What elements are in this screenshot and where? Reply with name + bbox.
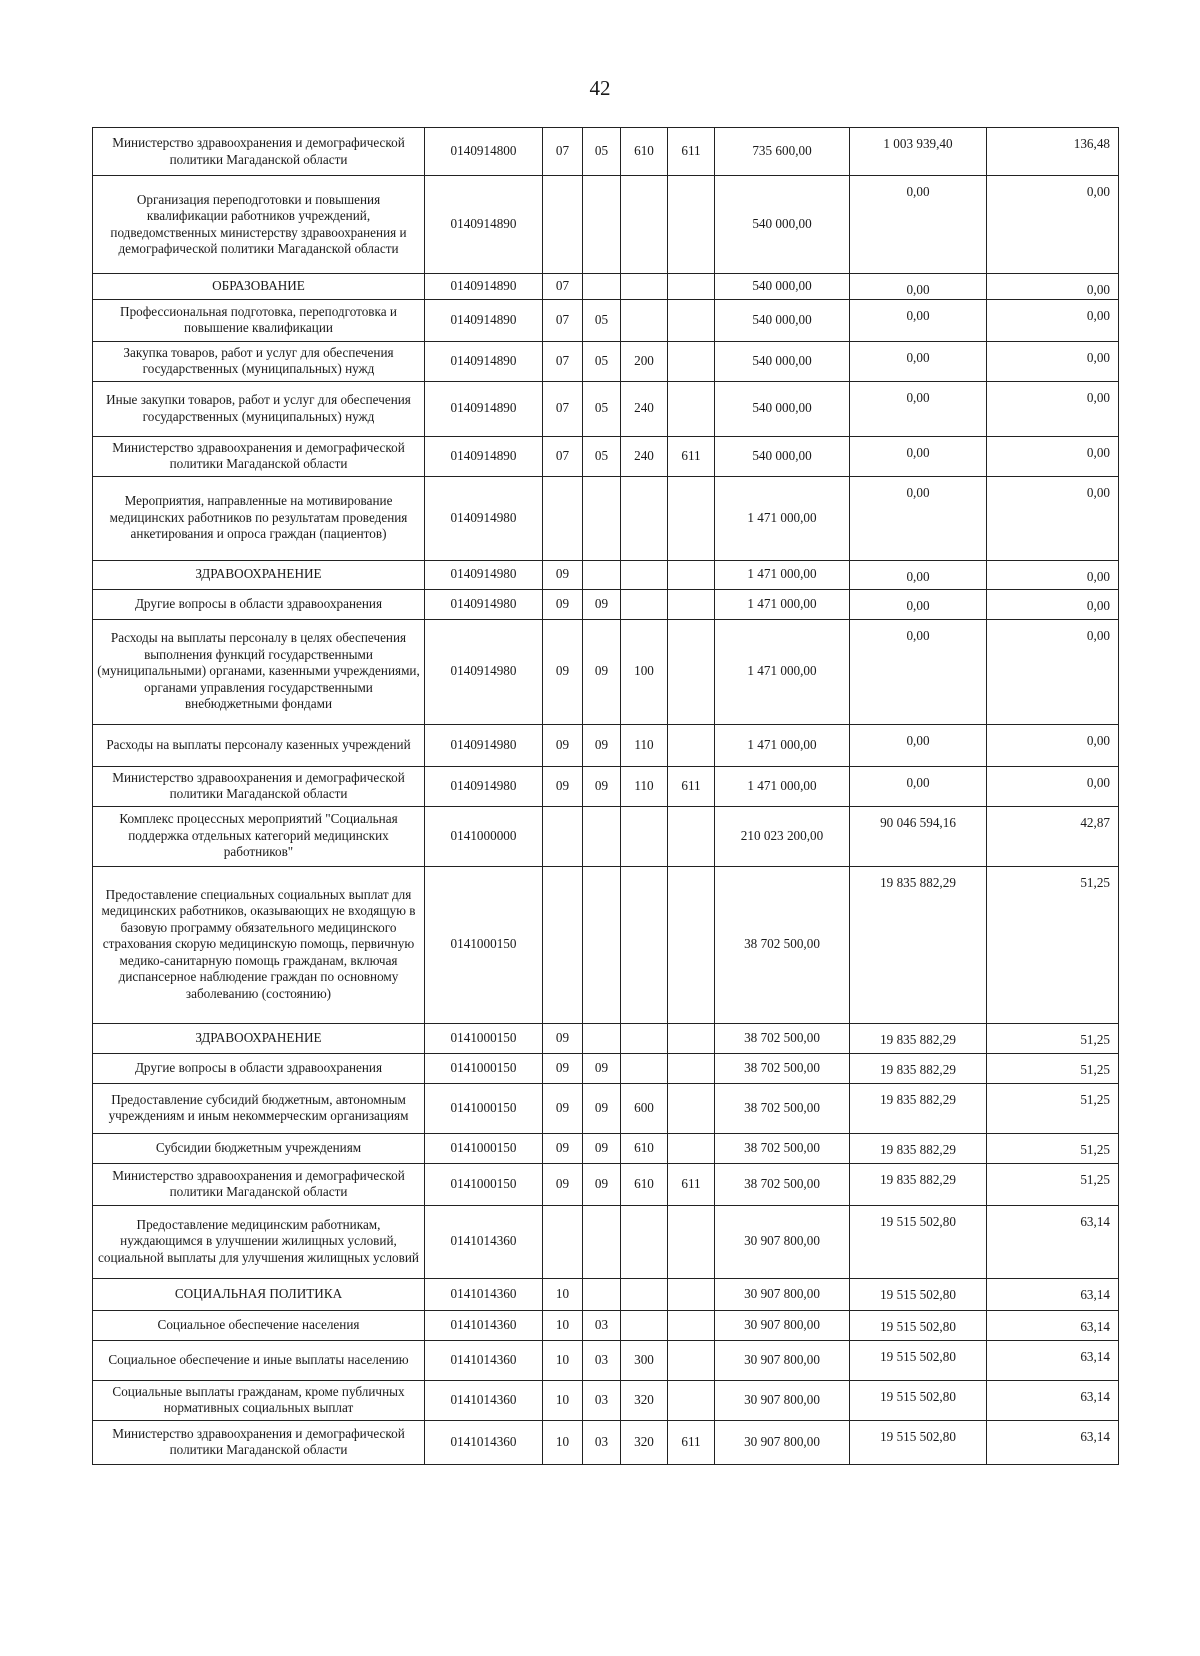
administrator-code [668, 381, 715, 436]
row-name: Социальные выплаты гражданам, кроме публичных нормативных социальных выплат [93, 1380, 425, 1420]
administrator-code [668, 1278, 715, 1310]
subsection-code [583, 866, 621, 1023]
execution-percent: 136,48 [987, 128, 1119, 176]
administrator-code [668, 589, 715, 619]
expense-type-code [621, 1023, 668, 1053]
expense-type-code [621, 560, 668, 589]
target-article-code: 0141014360 [425, 1340, 543, 1380]
executed-amount: 0,00 [850, 476, 987, 560]
section-code [543, 1205, 583, 1278]
section-code: 07 [543, 128, 583, 176]
section-code [543, 866, 583, 1023]
table-row [93, 128, 1119, 176]
administrator-code [668, 619, 715, 724]
section-code: 10 [543, 1278, 583, 1310]
administrator-code [668, 476, 715, 560]
execution-percent: 63,14 [987, 1278, 1119, 1310]
section-code: 09 [543, 1163, 583, 1205]
planned-amount: 1 471 000,00 [715, 619, 850, 724]
execution-percent: 42,87 [987, 806, 1119, 866]
execution-percent: 51,25 [987, 1163, 1119, 1205]
planned-amount: 1 471 000,00 [715, 766, 850, 806]
executed-amount: 19 515 502,80 [850, 1420, 987, 1464]
table-row [93, 724, 1119, 766]
subsection-code: 09 [583, 1083, 621, 1133]
administrator-code: 611 [668, 436, 715, 476]
table-body [93, 128, 1119, 1465]
subsection-code [583, 1023, 621, 1053]
table-row [93, 866, 1119, 1023]
executed-amount: 0,00 [850, 589, 987, 619]
table-row [93, 176, 1119, 274]
row-name: СОЦИАЛЬНАЯ ПОЛИТИКА [93, 1278, 425, 1310]
row-name: Комплекс процессных мероприятий "Социальная поддержка отдельных категорий медицинских работников" [93, 806, 425, 866]
row-name: Социальное обеспечение населения [93, 1310, 425, 1340]
planned-amount: 30 907 800,00 [715, 1205, 850, 1278]
section-code: 10 [543, 1420, 583, 1464]
target-article-code: 0141000150 [425, 1133, 543, 1163]
planned-amount: 30 907 800,00 [715, 1278, 850, 1310]
administrator-code [668, 1380, 715, 1420]
administrator-code [668, 1133, 715, 1163]
table-row [93, 436, 1119, 476]
executed-amount: 19 835 882,29 [850, 1133, 987, 1163]
administrator-code: 611 [668, 1420, 715, 1464]
target-article-code: 0141014360 [425, 1278, 543, 1310]
execution-percent: 51,25 [987, 1023, 1119, 1053]
execution-percent: 0,00 [987, 299, 1119, 341]
table-row [93, 381, 1119, 436]
executed-amount: 0,00 [850, 381, 987, 436]
planned-amount: 1 471 000,00 [715, 476, 850, 560]
administrator-code [668, 560, 715, 589]
target-article-code: 0140914980 [425, 724, 543, 766]
target-article-code: 0140914890 [425, 341, 543, 381]
administrator-code [668, 274, 715, 300]
target-article-code: 0140914890 [425, 299, 543, 341]
subsection-code [583, 274, 621, 300]
administrator-code [668, 866, 715, 1023]
planned-amount: 1 471 000,00 [715, 560, 850, 589]
planned-amount: 540 000,00 [715, 436, 850, 476]
execution-percent: 0,00 [987, 766, 1119, 806]
executed-amount: 0,00 [850, 299, 987, 341]
target-article-code: 0141000150 [425, 1023, 543, 1053]
administrator-code: 611 [668, 766, 715, 806]
planned-amount: 30 907 800,00 [715, 1340, 850, 1380]
execution-percent: 63,14 [987, 1380, 1119, 1420]
page-number: 42 [589, 76, 611, 100]
planned-amount: 38 702 500,00 [715, 1133, 850, 1163]
execution-percent: 51,25 [987, 1053, 1119, 1083]
target-article-code: 0140914890 [425, 381, 543, 436]
subsection-code: 03 [583, 1340, 621, 1380]
execution-percent: 51,25 [987, 1133, 1119, 1163]
table-row [93, 1205, 1119, 1278]
subsection-code: 09 [583, 589, 621, 619]
planned-amount: 540 000,00 [715, 176, 850, 274]
target-article-code: 0140914980 [425, 589, 543, 619]
row-name: Предоставление субсидий бюджетным, автономным учреждениям и иным некоммерческим организациям [93, 1083, 425, 1133]
table-row [93, 1083, 1119, 1133]
target-article-code: 0140914800 [425, 128, 543, 176]
administrator-code [668, 1340, 715, 1380]
section-code: 09 [543, 1053, 583, 1083]
section-code [543, 176, 583, 274]
table-row [93, 766, 1119, 806]
executed-amount: 0,00 [850, 560, 987, 589]
execution-percent: 0,00 [987, 560, 1119, 589]
section-code: 09 [543, 766, 583, 806]
table-row [93, 1278, 1119, 1310]
expense-type-code [621, 866, 668, 1023]
subsection-code: 03 [583, 1380, 621, 1420]
executed-amount: 19 515 502,80 [850, 1205, 987, 1278]
subsection-code: 05 [583, 299, 621, 341]
execution-percent: 0,00 [987, 436, 1119, 476]
row-name: Министерство здравоохранения и демографической политики Магаданской области [93, 436, 425, 476]
table-row [93, 1023, 1119, 1053]
executed-amount: 0,00 [850, 766, 987, 806]
planned-amount: 540 000,00 [715, 299, 850, 341]
subsection-code: 09 [583, 619, 621, 724]
row-name: ЗДРАВООХРАНЕНИЕ [93, 1023, 425, 1053]
subsection-code: 05 [583, 436, 621, 476]
expense-type-code: 110 [621, 724, 668, 766]
subsection-code: 05 [583, 128, 621, 176]
subsection-code: 03 [583, 1310, 621, 1340]
section-code: 07 [543, 381, 583, 436]
expense-type-code: 240 [621, 436, 668, 476]
administrator-code: 611 [668, 1163, 715, 1205]
planned-amount: 30 907 800,00 [715, 1380, 850, 1420]
expense-type-code: 610 [621, 1163, 668, 1205]
table-row [93, 476, 1119, 560]
expense-type-code: 320 [621, 1380, 668, 1420]
expense-type-code: 320 [621, 1420, 668, 1464]
row-name: Иные закупки товаров, работ и услуг для обеспечения государственных (муниципальных) нужд [93, 381, 425, 436]
target-article-code: 0140914890 [425, 436, 543, 476]
administrator-code [668, 341, 715, 381]
section-code: 10 [543, 1310, 583, 1340]
execution-percent: 63,14 [987, 1340, 1119, 1380]
row-name: Мероприятия, направленные на мотивирование медицинских работников по результатам проведения анкетирования и опроса граждан (пациентов) [93, 476, 425, 560]
target-article-code: 0140914890 [425, 176, 543, 274]
table-row [93, 560, 1119, 589]
planned-amount: 210 023 200,00 [715, 806, 850, 866]
planned-amount: 38 702 500,00 [715, 1083, 850, 1133]
planned-amount: 38 702 500,00 [715, 1023, 850, 1053]
row-name: Организация переподготовки и повышения квалификации работников учреждений, подведомственных министерству здравоохранения и демографической политики Магаданской области [93, 176, 425, 274]
table-row [93, 1053, 1119, 1083]
section-code: 07 [543, 274, 583, 300]
section-code: 09 [543, 560, 583, 589]
planned-amount: 540 000,00 [715, 341, 850, 381]
execution-percent: 0,00 [987, 724, 1119, 766]
row-name: Профессиональная подготовка, переподготовка и повышение квалификации [93, 299, 425, 341]
row-name: Расходы на выплаты персоналу казенных учреждений [93, 724, 425, 766]
expense-type-code [621, 589, 668, 619]
table-row [93, 806, 1119, 866]
table-row [93, 1380, 1119, 1420]
planned-amount: 38 702 500,00 [715, 1053, 850, 1083]
planned-amount: 735 600,00 [715, 128, 850, 176]
administrator-code [668, 176, 715, 274]
administrator-code: 611 [668, 128, 715, 176]
planned-amount: 38 702 500,00 [715, 866, 850, 1023]
expense-type-code [621, 1205, 668, 1278]
expense-type-code [621, 476, 668, 560]
expense-type-code [621, 299, 668, 341]
target-article-code: 0141014360 [425, 1310, 543, 1340]
subsection-code [583, 176, 621, 274]
expense-type-code: 300 [621, 1340, 668, 1380]
section-code: 07 [543, 299, 583, 341]
table-row [93, 299, 1119, 341]
administrator-code [668, 1053, 715, 1083]
expense-type-code: 240 [621, 381, 668, 436]
execution-percent: 0,00 [987, 176, 1119, 274]
section-code: 07 [543, 436, 583, 476]
planned-amount: 1 471 000,00 [715, 589, 850, 619]
table-row [93, 274, 1119, 300]
expense-type-code [621, 176, 668, 274]
table-row [93, 1420, 1119, 1464]
subsection-code: 05 [583, 381, 621, 436]
expense-type-code [621, 806, 668, 866]
subsection-code: 05 [583, 341, 621, 381]
planned-amount: 30 907 800,00 [715, 1310, 850, 1340]
target-article-code: 0140914980 [425, 619, 543, 724]
table-row [93, 589, 1119, 619]
table-row [93, 1163, 1119, 1205]
target-article-code: 0141000150 [425, 1053, 543, 1083]
target-article-code: 0141014360 [425, 1420, 543, 1464]
execution-percent: 63,14 [987, 1420, 1119, 1464]
expense-type-code: 600 [621, 1083, 668, 1133]
row-name: Расходы на выплаты персоналу в целях обеспечения выполнения функций государственными (муниципальными) органами, казенными учреждениями, органами управления государственными внебюджетными фондами [93, 619, 425, 724]
section-code [543, 476, 583, 560]
execution-percent: 0,00 [987, 476, 1119, 560]
execution-percent: 51,25 [987, 866, 1119, 1023]
administrator-code [668, 806, 715, 866]
target-article-code: 0140914980 [425, 560, 543, 589]
expense-type-code: 200 [621, 341, 668, 381]
table-row [93, 1340, 1119, 1380]
planned-amount: 540 000,00 [715, 381, 850, 436]
execution-percent: 0,00 [987, 619, 1119, 724]
execution-percent: 63,14 [987, 1310, 1119, 1340]
administrator-code [668, 1310, 715, 1340]
section-code: 09 [543, 1083, 583, 1133]
target-article-code: 0141014360 [425, 1205, 543, 1278]
subsection-code: 09 [583, 766, 621, 806]
execution-percent: 0,00 [987, 274, 1119, 300]
row-name: ЗДРАВООХРАНЕНИЕ [93, 560, 425, 589]
executed-amount: 19 515 502,80 [850, 1380, 987, 1420]
executed-amount: 0,00 [850, 176, 987, 274]
administrator-code [668, 724, 715, 766]
target-article-code: 0141000150 [425, 1163, 543, 1205]
row-name: Министерство здравоохранения и демографической политики Магаданской области [93, 1420, 425, 1464]
section-code [543, 806, 583, 866]
administrator-code [668, 1023, 715, 1053]
target-article-code: 0140914980 [425, 476, 543, 560]
target-article-code: 0140914890 [425, 274, 543, 300]
row-name: Министерство здравоохранения и демографической политики Магаданской области [93, 1163, 425, 1205]
expense-type-code: 610 [621, 128, 668, 176]
target-article-code: 0141000150 [425, 866, 543, 1023]
table-row [93, 1310, 1119, 1340]
executed-amount: 0,00 [850, 341, 987, 381]
administrator-code [668, 299, 715, 341]
subsection-code: 09 [583, 1053, 621, 1083]
subsection-code: 09 [583, 1133, 621, 1163]
executed-amount: 0,00 [850, 619, 987, 724]
row-name: Предоставление специальных социальных выплат для медицинских работников, оказывающих не входящую в базовую программу обязательного медицинского страхования скорую медицинскую помощь, первичную медико-санитарную помощь гражданам, включая диспансерное наблюдение граждан по основному заболеванию (состоянию) [93, 866, 425, 1023]
section-code: 07 [543, 341, 583, 381]
executed-amount: 1 003 939,40 [850, 128, 987, 176]
subsection-code [583, 1205, 621, 1278]
executed-amount: 0,00 [850, 436, 987, 476]
executed-amount: 19 515 502,80 [850, 1278, 987, 1310]
section-code: 09 [543, 1133, 583, 1163]
target-article-code: 0141000000 [425, 806, 543, 866]
planned-amount: 540 000,00 [715, 274, 850, 300]
section-code: 09 [543, 619, 583, 724]
expense-type-code [621, 274, 668, 300]
expense-type-code [621, 1310, 668, 1340]
target-article-code: 0140914980 [425, 766, 543, 806]
table-row [93, 1133, 1119, 1163]
row-name: Социальное обеспечение и иные выплаты населению [93, 1340, 425, 1380]
row-name: Субсидии бюджетным учреждениям [93, 1133, 425, 1163]
executed-amount: 19 515 502,80 [850, 1340, 987, 1380]
execution-percent: 63,14 [987, 1205, 1119, 1278]
row-name: Другие вопросы в области здравоохранения [93, 1053, 425, 1083]
section-code: 09 [543, 724, 583, 766]
subsection-code [583, 560, 621, 589]
row-name: Закупка товаров, работ и услуг для обеспечения государственных (муниципальных) нужд [93, 341, 425, 381]
executed-amount: 90 046 594,16 [850, 806, 987, 866]
section-code: 09 [543, 1023, 583, 1053]
row-name: Предоставление медицинским работникам, нуждающимся в улучшении жилищных условий, социальной выплаты для улучшения жилищных условий [93, 1205, 425, 1278]
executed-amount: 19 515 502,80 [850, 1310, 987, 1340]
section-code: 09 [543, 589, 583, 619]
execution-percent: 51,25 [987, 1083, 1119, 1133]
executed-amount: 19 835 882,29 [850, 866, 987, 1023]
executed-amount: 19 835 882,29 [850, 1053, 987, 1083]
subsection-code: 09 [583, 1163, 621, 1205]
executed-amount: 19 835 882,29 [850, 1083, 987, 1133]
execution-percent: 0,00 [987, 589, 1119, 619]
administrator-code [668, 1083, 715, 1133]
expense-type-code: 100 [621, 619, 668, 724]
target-article-code: 0141014360 [425, 1380, 543, 1420]
expense-type-code [621, 1053, 668, 1083]
executed-amount: 0,00 [850, 274, 987, 300]
table-row [93, 341, 1119, 381]
executed-amount: 19 835 882,29 [850, 1163, 987, 1205]
planned-amount: 30 907 800,00 [715, 1420, 850, 1464]
subsection-code [583, 806, 621, 866]
row-name: Другие вопросы в области здравоохранения [93, 589, 425, 619]
target-article-code: 0141000150 [425, 1083, 543, 1133]
row-name: Министерство здравоохранения и демографической политики Магаданской области [93, 766, 425, 806]
budget-table [92, 127, 1119, 1465]
table-row [93, 619, 1119, 724]
row-name: ОБРАЗОВАНИЕ [93, 274, 425, 300]
executed-amount: 19 835 882,29 [850, 1023, 987, 1053]
execution-percent: 0,00 [987, 381, 1119, 436]
section-code: 10 [543, 1340, 583, 1380]
subsection-code: 03 [583, 1420, 621, 1464]
execution-percent: 0,00 [987, 341, 1119, 381]
subsection-code: 09 [583, 724, 621, 766]
subsection-code [583, 476, 621, 560]
expense-type-code [621, 1278, 668, 1310]
section-code: 10 [543, 1380, 583, 1420]
row-name: Министерство здравоохранения и демографической политики Магаданской области [93, 128, 425, 176]
planned-amount: 1 471 000,00 [715, 724, 850, 766]
administrator-code [668, 1205, 715, 1278]
executed-amount: 0,00 [850, 724, 987, 766]
subsection-code [583, 1278, 621, 1310]
expense-type-code: 110 [621, 766, 668, 806]
expense-type-code: 610 [621, 1133, 668, 1163]
planned-amount: 38 702 500,00 [715, 1163, 850, 1205]
